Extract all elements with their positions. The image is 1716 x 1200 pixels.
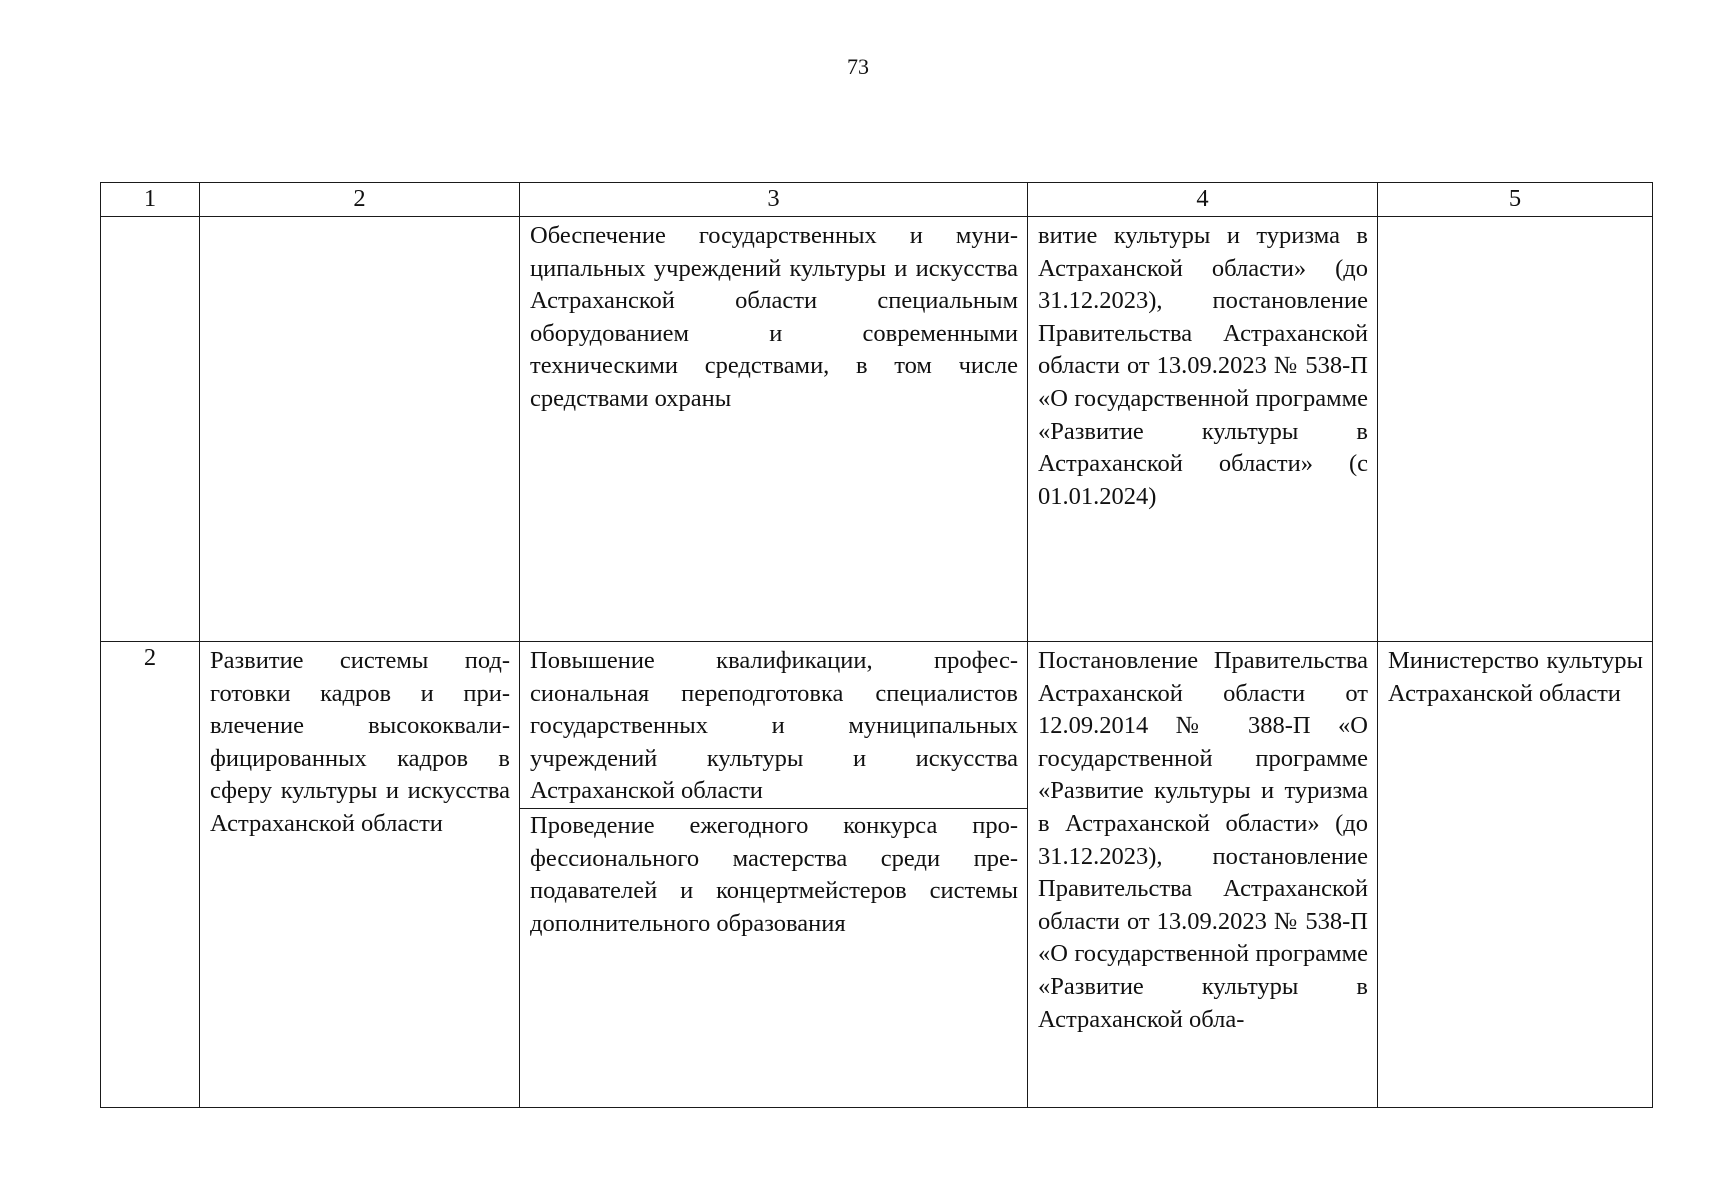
task-name bbox=[200, 217, 519, 220]
documents-cell bbox=[1028, 642, 1378, 1108]
measure-text: Обеспечение государственных и муниципальных учреждений культуры и искусства Астраханской области специальным оборудованием и современными техническими средствами, в том числе средствами охраны bbox=[530, 222, 1018, 412]
responsible-cell bbox=[1378, 642, 1653, 1108]
documents-text: витие культуры и туризма в Астраханской области» (до 31.12.2023), постановление Правительства Астраханской области от 13.09.2023 № 538-П «О государственной программе «Развитие культуры в Астраханской области» (с 01.01.2024) bbox=[1038, 222, 1368, 510]
task-name: Развитие системы подготовки кадров и привлечение высококвалифицированных кадров в сферу культуры и искусства Астраханской области bbox=[210, 647, 510, 837]
documents-cell bbox=[1028, 217, 1378, 642]
header-cell-3: 3 bbox=[520, 183, 1028, 217]
table-row bbox=[101, 217, 1653, 642]
header-cell-1: 1 bbox=[101, 183, 200, 217]
header-cell-2: 2 bbox=[200, 183, 520, 217]
table-row bbox=[101, 642, 1653, 1108]
measure-text: Повышение квалификации, профессиональная переподготовка специалистов государственных и муниципальных учреждений культуры и искусства Астраханской области bbox=[520, 642, 1027, 809]
header-cell-5: 5 bbox=[1378, 183, 1653, 217]
measure-text: Проведение ежегодного конкурса профессионального мастерства среди преподавателей и концертмейстеров системы дополнительного образования bbox=[530, 811, 1018, 937]
row-number: 2 bbox=[101, 642, 200, 1108]
program-table bbox=[100, 182, 1653, 1108]
measures-cell bbox=[520, 642, 1028, 1108]
row-number bbox=[101, 217, 200, 642]
responsible-text: Министерство культуры Астраханской области bbox=[1388, 647, 1643, 707]
task-name-cell bbox=[200, 642, 520, 1108]
task-name-cell bbox=[200, 217, 520, 642]
page-number: 73 bbox=[847, 54, 869, 79]
header-cell-4: 4 bbox=[1028, 183, 1378, 217]
documents-text: Постановление Правительства Астраханской области от 12.09.2014 № 388-П «О государственной программе «Развитие культуры и туризма в Астраханской области» (до 31.12.2023), постановление Правительства Астраханской области от 13.09.2023 № 538-П «О государственной программе «Развитие культуры в Астраханской обла- bbox=[1038, 647, 1368, 1033]
responsible-cell bbox=[1378, 217, 1653, 642]
table-header-row bbox=[101, 183, 1653, 217]
measures-cell bbox=[520, 217, 1028, 642]
responsible-text bbox=[1378, 217, 1652, 220]
